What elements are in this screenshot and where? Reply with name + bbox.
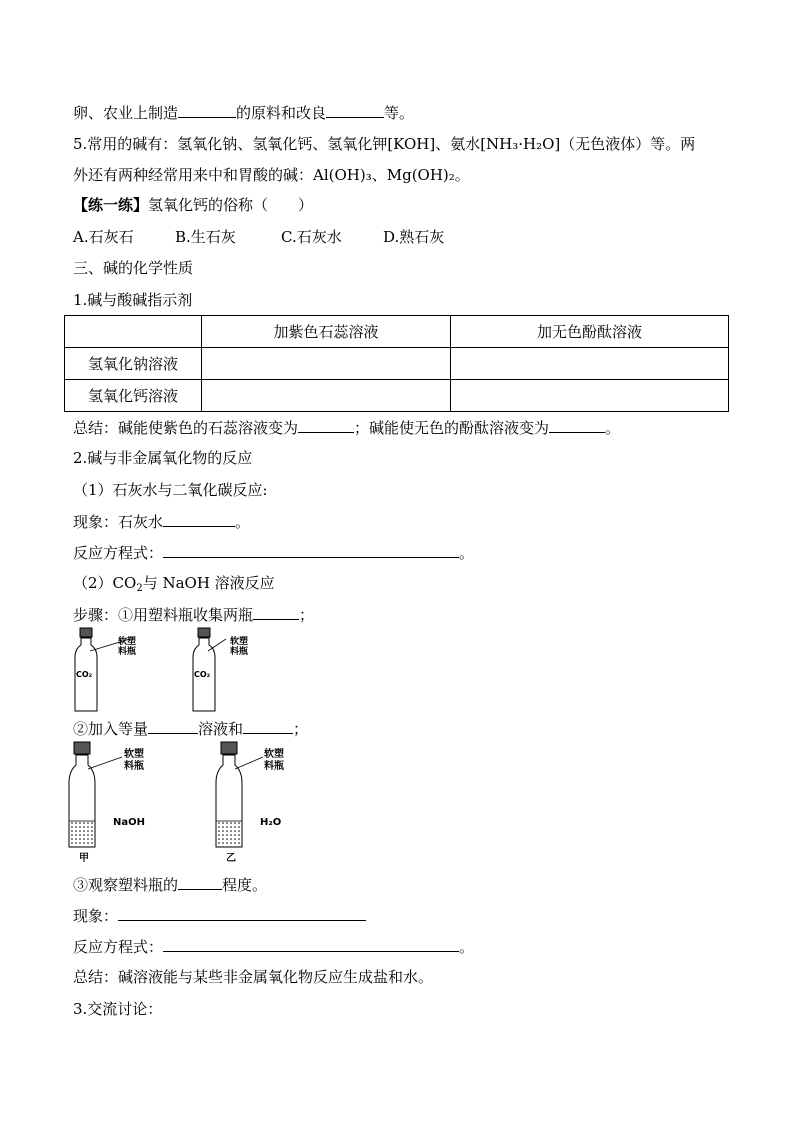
line-2: 5.常用的碱有：氢氧化钠、氢氧化钙、氢氧化钾[KOH]、氨水[NH₃·H₂O]（无色液体）等。两 bbox=[73, 135, 696, 153]
bottle-figure-2 bbox=[188, 627, 308, 713]
step-3 bbox=[73, 873, 267, 896]
table-row bbox=[65, 316, 729, 348]
text: 。 bbox=[605, 419, 621, 437]
answer-blank[interactable] bbox=[178, 101, 236, 118]
bottle-figure-3 bbox=[62, 741, 192, 863]
liquid-label: H₂O bbox=[260, 817, 282, 828]
answer-blank[interactable] bbox=[163, 541, 459, 558]
text: 与 NaOH 溶液反应 bbox=[142, 574, 275, 592]
options-row bbox=[73, 226, 444, 248]
text: ②加入等量 bbox=[73, 720, 149, 738]
text: （2）CO bbox=[73, 574, 137, 592]
equation-2 bbox=[73, 935, 474, 958]
answer-blank[interactable] bbox=[163, 510, 235, 527]
table-row bbox=[65, 380, 729, 412]
answer-cell[interactable] bbox=[451, 380, 729, 412]
practice-question bbox=[73, 194, 313, 216]
answer-cell[interactable] bbox=[202, 380, 451, 412]
answer-blank[interactable] bbox=[178, 873, 222, 890]
table-row bbox=[65, 348, 729, 380]
bottle-label: 软塑 料瓶 bbox=[264, 749, 284, 772]
subscript: 2 bbox=[136, 583, 143, 594]
text: ；碱能使无色的酚酞溶液变为 bbox=[354, 419, 550, 437]
item-heading: 2.碱与非金属氧化物的反应 bbox=[73, 449, 253, 467]
bottle-label: 软塑 料瓶 bbox=[230, 637, 249, 657]
bottle-figure-1 bbox=[70, 627, 190, 713]
gas-label: CO₂ bbox=[194, 670, 211, 679]
answer-blank[interactable] bbox=[253, 603, 299, 620]
table-header: 加无色酚酞溶液 bbox=[451, 316, 729, 348]
text: 卵、农业上制造 bbox=[73, 104, 179, 122]
text: 的原料和改良 bbox=[236, 104, 327, 122]
line-3: 外还有两种经常用来中和胃酸的碱：Al(OH)₃、Mg(OH)₂。 bbox=[73, 166, 470, 184]
summary-2: 总结：碱溶液能与某些非金属氧化物反应生成盐和水。 bbox=[73, 968, 434, 986]
answer-cell[interactable] bbox=[202, 348, 451, 380]
answer-blank[interactable] bbox=[298, 416, 354, 433]
bottle-tag: 甲 bbox=[79, 853, 89, 864]
answer-blank[interactable] bbox=[243, 717, 293, 734]
row-label: 氢氧化钙溶液 bbox=[65, 380, 202, 412]
phenomenon-2 bbox=[73, 904, 366, 927]
text: 程度。 bbox=[222, 876, 268, 894]
text: 等。 bbox=[384, 104, 415, 122]
answer-blank[interactable] bbox=[549, 416, 605, 433]
option-d[interactable]: D.熟石灰 bbox=[383, 228, 445, 246]
answer-cell[interactable] bbox=[451, 348, 729, 380]
practice-bracket: 【练一练】 bbox=[73, 196, 149, 214]
text: ③观察塑料瓶的 bbox=[73, 876, 179, 894]
indicator-table bbox=[64, 315, 729, 412]
answer-blank[interactable] bbox=[148, 717, 198, 734]
table-header: 加紫色石蕊溶液 bbox=[202, 316, 451, 348]
text: 反应方程式： bbox=[73, 938, 164, 956]
text: ； bbox=[299, 606, 315, 624]
bottle-figure-4 bbox=[209, 741, 339, 863]
step-2 bbox=[73, 717, 308, 740]
text: 现象：石灰水 bbox=[73, 513, 164, 531]
text: 步骤：①用塑料瓶收集两瓶 bbox=[73, 606, 254, 624]
item-heading: 1.碱与酸碱指示剂 bbox=[73, 291, 193, 309]
text: ； bbox=[293, 720, 309, 738]
option-a[interactable]: A.石灰石 bbox=[73, 228, 134, 246]
bottle-label: 软塑 料瓶 bbox=[124, 749, 144, 772]
sub-heading: （1）石灰水与二氧化碳反应: bbox=[73, 481, 268, 499]
liquid-label: NaOH bbox=[113, 817, 145, 828]
sub-heading-2 bbox=[73, 572, 275, 600]
gas-label: CO₂ bbox=[76, 670, 93, 679]
section-heading: 三、碱的化学性质 bbox=[73, 259, 194, 277]
answer-blank[interactable] bbox=[118, 904, 366, 921]
bottle-tag: 乙 bbox=[226, 853, 236, 864]
step-1 bbox=[73, 603, 314, 626]
option-b[interactable]: B.生石灰 bbox=[175, 228, 236, 246]
text: 。 bbox=[459, 938, 475, 956]
bottle-label: 软塑 料瓶 bbox=[118, 637, 137, 657]
row-label: 氢氧化钠溶液 bbox=[65, 348, 202, 380]
item-heading: 3.交流讨论： bbox=[73, 1000, 163, 1018]
answer-blank[interactable] bbox=[163, 935, 459, 952]
phenomenon-1 bbox=[73, 510, 250, 533]
text: 溶液和 bbox=[198, 720, 244, 738]
option-c[interactable]: C.石灰水 bbox=[281, 228, 342, 246]
text: 。 bbox=[459, 544, 475, 562]
practice-text: 氢氧化钙的俗称（ ） bbox=[148, 196, 314, 214]
equation-1 bbox=[73, 541, 474, 564]
text: 反应方程式： bbox=[73, 544, 164, 562]
line-1 bbox=[73, 101, 414, 124]
text: 。 bbox=[235, 513, 251, 531]
table-cell bbox=[65, 316, 202, 348]
summary-1 bbox=[73, 416, 620, 439]
text: 总结：碱能使紫色的石蕊溶液变为 bbox=[73, 419, 299, 437]
answer-blank[interactable] bbox=[326, 101, 384, 118]
text: 现象： bbox=[73, 907, 119, 925]
